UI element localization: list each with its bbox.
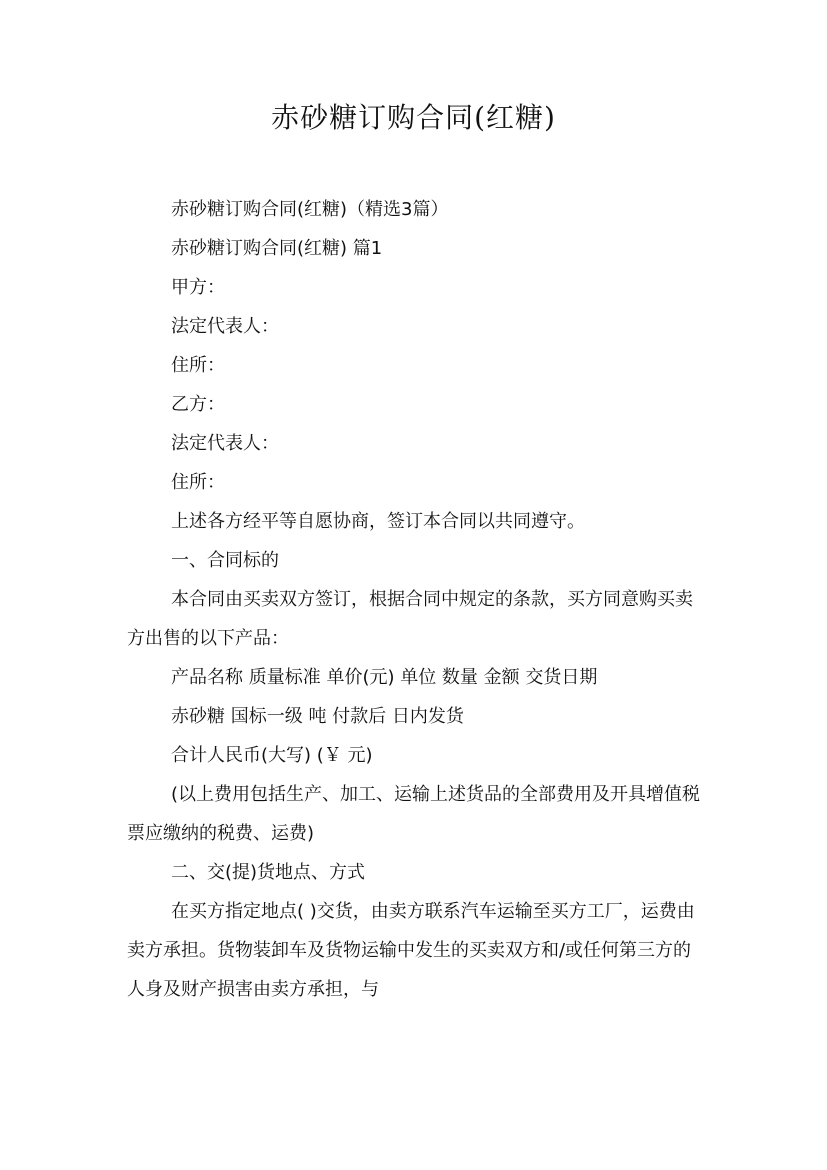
party-a-representative: 法定代表人：: [171, 316, 279, 337]
fee-note: (以上费用包括生产、加工、运输上述货品的全部费用及开具增值税票应缴纳的税费、运费): [127, 784, 701, 844]
paragraph-subtitle: 赤砂糖订购合同(红糖)（精选3篇）: [171, 199, 449, 220]
paragraph-delivery: 在买方指定地点( )交货，由卖方联系汽车运输至买方工厂，运费由卖方承担。货物装卸车及货物运输中发生的买卖双方和/或任何第三方的人身及财产损害由卖方承担，与: [127, 901, 695, 1000]
paragraph-agreement: 上述各方经平等自愿协商，签订本合同以共同遵守。: [171, 511, 585, 532]
heading-contract-subject: 一、合同标的: [171, 550, 279, 571]
paragraph-contract-subject: 本合同由买卖双方签订，根据合同中规定的条款，买方同意购买卖方出售的以下产品：: [127, 589, 693, 649]
document-body: [127, 190, 703, 1009]
party-a-address: 住所：: [171, 355, 225, 376]
party-b-representative: 法定代表人：: [171, 433, 279, 454]
product-table-header: 产品名称 质量标准 单价(元) 单位 数量 金额 交货日期: [171, 667, 598, 688]
heading-delivery: 二、交(提)货地点、方式: [171, 862, 366, 883]
product-table-row: 赤砂糖 国标一级 吨 付款后 日内发货: [171, 706, 464, 727]
party-b-label: 乙方：: [171, 394, 225, 415]
document-title: 赤砂糖订购合同(红糖): [271, 101, 556, 134]
paragraph-section-heading: 赤砂糖订购合同(红糖) 篇1: [171, 238, 383, 259]
party-b-address: 住所：: [171, 472, 225, 493]
total-amount: 合计人民币(大写) (￥ 元): [171, 745, 373, 766]
party-a-label: 甲方：: [171, 277, 225, 298]
